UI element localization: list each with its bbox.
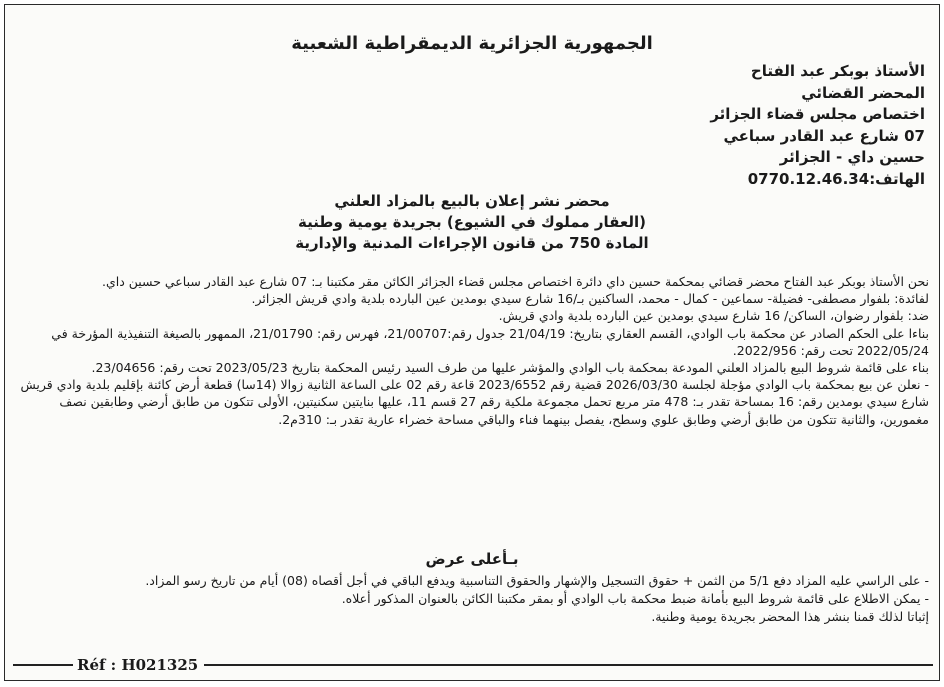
closing-section [13, 572, 929, 626]
title-line-1: محضر نشر إعلان بالبيع بالمزاد العلني [334, 192, 610, 210]
body-paragraph-conditions: بناء على قائمة شروط البيع بالمزاد العلني المودعة بمحكمة باب الوادي والمؤشر عليها من طرف السيد رئيس المحكمة بتاريخ 2023/05/23 تحت رقم: 23/04656. [91, 360, 929, 376]
closing-publication: إثباتا لذلك قمنا بنشر هذا المحضر بجريدة يومية وطنية. [651, 609, 929, 624]
body-paragraph-intro: نحن الأستاذ بوبكر عبد الفتاح محضر قضائي بمحكمة حسين داي دائرة اختصاص مجلس قضاء الجزائر الكائن مقر مكتبنا بـ: 07 شارع عبد القادر سباعي حسين داي. [101, 274, 929, 289]
legal-notice [4, 4, 940, 681]
body-paragraph-against: ضد: بلفوار رضوان، الساكن/ 16 شارع سيدي بومدين عين البارده بلدية وادي قريش. [498, 308, 929, 324]
bailiff-city: حسين داي - الجزائر [779, 148, 925, 166]
reference-rule-left [13, 664, 73, 666]
notice-title [5, 191, 939, 254]
body-paragraph-beneficiaries: لفائدة: بلفوار مصطفى- فضيلة- سماعين - كمال - محمد، الساكنين بـ/16 شارع سيدي بومدين عين البارده بلدية وادي قريش الجزائر. [251, 291, 929, 307]
bailiff-street: 07 شارع عبد القادر سباعي [723, 126, 925, 145]
bailiff-title: المحضر القضائي [801, 83, 925, 102]
closing-payment: - على الراسي عليه المزاد دفع 5/1 من الثمن + حقوق التسجيل والإشهار والحقوق التناسبية ويدفع الباقي في أجل أقصاه (08) أيام من تاريخ رسو المزاد. [145, 573, 929, 588]
notice-body [13, 273, 929, 428]
title-line-2: (العقار مملوك في الشيوع) بجريدة يومية وطنية [297, 213, 647, 231]
bailiff-name: الأستاذ بوبكر عبد الفتاح [750, 62, 925, 80]
closing-consultation: - يمكن الاطلاع على قائمة شروط البيع بأمانة ضبط محكمة باب الوادي أو بمقر مكتبنا الكائن بالعنوان المذكور أعلاه. [341, 591, 929, 606]
title-line-3: المادة 750 من قانون الإجراءات المدنية والإدارية [295, 234, 649, 252]
bailiff-jurisdiction: اختصاص مجلس قضاء الجزائر [710, 105, 925, 123]
offer-heading: بـأعلى عرض [425, 550, 519, 568]
bailiff-header [485, 61, 925, 190]
body-paragraph-sale: - نعلن عن بيع بمحكمة باب الوادي مؤجلة لجلسة 2026/03/30 قضية رقم 2023/6552 قاعة رقم 02 على الساعة الثانية زوالا (14سا) قطعة أرض كائنة بإقليم بلدية وادي قريش شارع سيدي بومدين رقم: 16 بمساحة تقدر بـ: 478 متر مربع تحمل مجموعة ملكية رقم 27 قسم 11، عليها بنايتين سكنيتين، الأولى تتكون من طابق أرضي وطابقين نصف مغمورين، والثانية تتكون من طابق أرضي وطابق علوي وسطح، يفصل بينهما فناء والباقي مساحة خضراء عارية تقدر بـ: 310م2. [20, 377, 929, 427]
reference-row [13, 654, 933, 676]
reference-code: Réf : H021325 [77, 656, 199, 674]
body-paragraph-judgment: بناءا على الحكم الصادر عن محكمة باب الوادي، القسم العقاري بتاريخ: 21/04/19 جدول رقم:21/00707، فهرس رقم: 21/01790، الممهور بالصيغة التنفيذية المؤرخة في 2022/05/24 تحت رقم: 2022/956. [51, 325, 929, 358]
reference-rule-right [204, 664, 933, 666]
republic-heading: الجمهورية الجزائرية الديمقراطية الشعبية [291, 33, 653, 54]
bailiff-phone: الهاتف:0770.12.46.34 [747, 169, 925, 188]
